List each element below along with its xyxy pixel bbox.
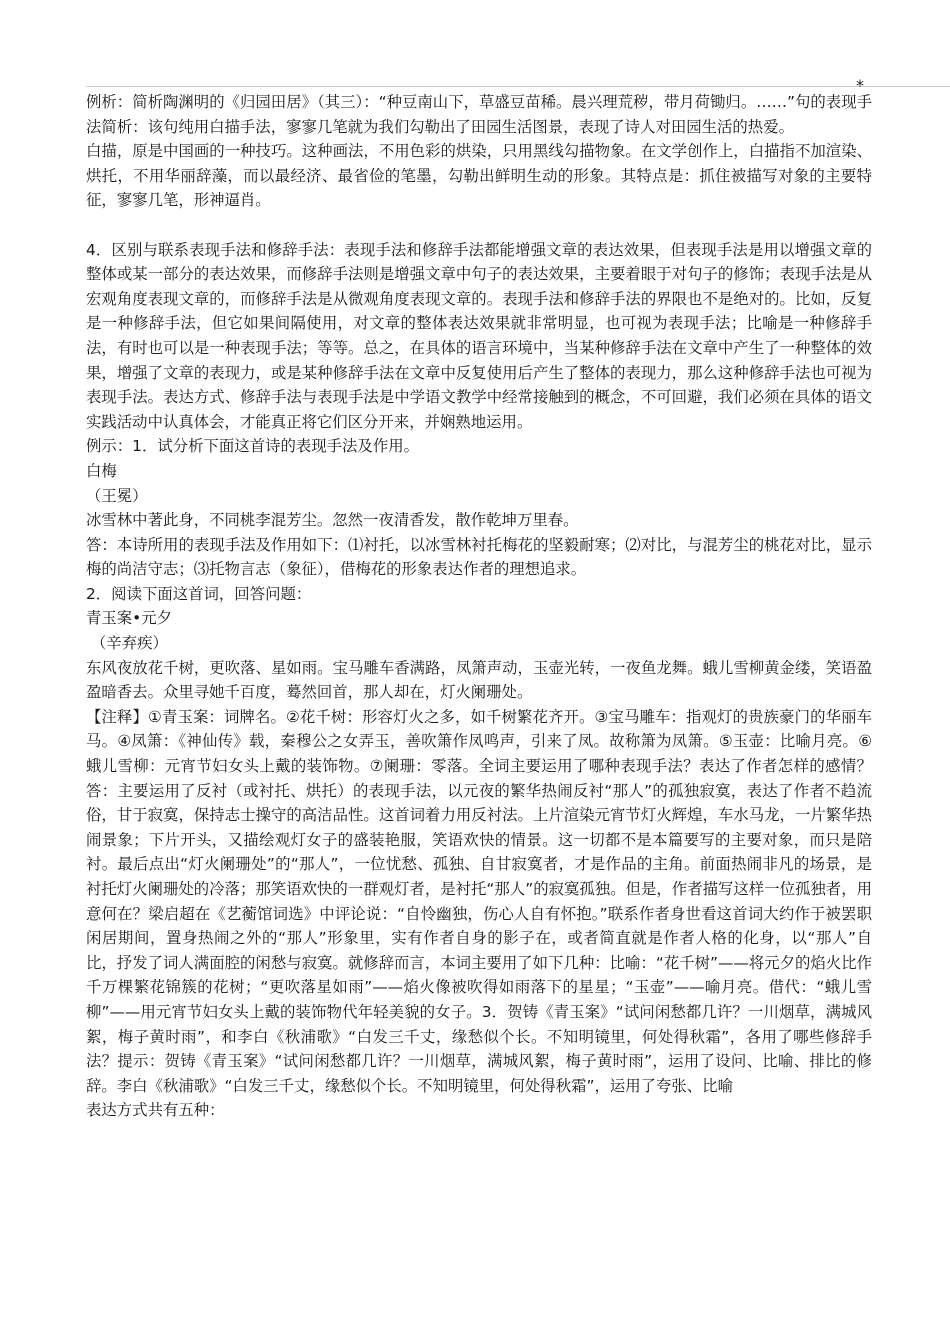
expression-modes-heading: 表达方式共有五种： — [86, 1101, 225, 1120]
poem-title-qingyuan: 青玉案•元夕 — [86, 609, 173, 628]
annotation-and-analysis-paragraph: 【注释】①青玉案：词牌名。②花千树：形容灯火之多，如千树繁花齐开。③宝马雕车：指观灯的贵族豪门的华丽车马。④凤箫：《神仙传》载，秦穆公之女弄玉，善吹箫作凤鸣声，引来了凤。故称箫为凤箫。⑤玉壶：比喻月亮。⑥蛾儿雪柳：元宵节妇女头上戴的装饰物。⑦阑珊：零落。全词主要运用了哪种表现手法？表达了作者怎样的感情？答：主要运用了反衬（或衬托、烘托）的表现手法，以元夜的繁华热闹反衬“那人”的孤独寂寞，表达了作者不趋流俗，甘于寂寞，保持志士操守的高洁品性。这首词着力用反衬法。上片渲染元宵节灯火辉煌，车水马龙，一片繁华热闹景象；下片开头，又描绘观灯女子的盛装艳服，笑语欢快的情景。这一切都不是本篇要写的主要对象，而只是陪衬。最后点出“灯火阑珊处”的“那人”，一位忧愁、孤独、自甘寂寞者，才是作品的主角。前面热闹非凡的场景，是衬托灯火阑珊处的冷落；那笑语欢快的一群观灯者，是衬托“那人”的寂寞孤独。但是，作者描写这样一位孤独者，用意何在？梁启超在《艺蘅馆词选》中评论说：“自怜幽独，伤心人自有怀抱。”联系作者身世看这首词大约作于被罢职闲居期间，置身热闹之外的“那人”形象里，实有作者自身的影子在，或者简直就是作者人格的化身，以“那人”自比，抒发了词人满面腔的闲愁与寂寞。就修辞而言，本词主要用了如下几种：比喻：“花千树”——将元夕的焰火比作千万棵繁花锦簇的花树；“更吹落星如雨”——焰火像被吹得如雨落下的星星；“玉壶”——喻月亮。借代：“蛾儿雪柳”——用元宵节妇女头上戴的装饰物代年轻美貌的女子。3．贺铸《青玉案》“试问闲愁都几许？一川烟草，满城风絮，梅子黄时雨”，和李白《秋浦歌》“白发三千丈，缘愁似个长。不知明镜里，何处得秋霜”，各用了哪些修辞手法？提示：贺铸《青玉案》“试问闲愁都几许？一川烟草，满城风絮，梅子黄时雨”，运用了设问、比喻、排比的修辞。李白《秋浦歌》“白发三千丈，缘愁似个长。不知明镜里，何处得秋霜”，运用了夸张、比喻 — [86, 707, 872, 1095]
poem-text-qingyuan: 东风夜放花千树，更吹落、星如雨。宝马雕车香满路，凤箫声动，玉壶光转，一夜鱼龙舞。蛾儿雪柳黄金缕，笑语盈盈暗香去。众里寻她千百度，蓦然回首，那人却在，灯火阑珊处。 — [86, 658, 872, 702]
example-analysis-paragraph: 例析：简析陶渊明的《归园田居》（其三）：“种豆南山下，草盛豆苗稀。晨兴理荒秽，带月荷锄归。……”句的表现手法简析：该句纯用白描手法，寥寥几笔就为我们勾勒出了田园生活图景，表现了诗人对田园生活的热爱。 — [86, 93, 872, 136]
example-1-heading: 例示：1．试分析下面这首诗的表现手法及作用。 — [86, 437, 419, 456]
poem-title-baimei: 白梅 — [86, 461, 117, 480]
baimiao-definition-paragraph: 白描，原是中国画的一种技巧。这种画法，不用色彩的烘染，只用黑线勾描物象。在文学创作上，白描指不加渲染、烘托，不用华丽辞藻，而以最经济、最省俭的笔墨，勾勒出鲜明生动的形象。其特点是：抓住被描写对象的主要特征，寥寥几笔，形神逼肖。 — [86, 142, 872, 210]
section-4-paragraph: 4．区别与联系表现手法和修辞手法：表现手法和修辞手法都能增强文章的表达效果，但表现手法是用以增强文章的整体或某一部分的表达效果，而修辞手法则是增强文章中句子的表达效果，主要着眼于对句子的修饰；表现手法是从宏观角度表现文章的，而修辞手法是从微观角度表现文章的。表现手法和修辞手法的界限也不是绝对的。比如，反复是一种修辞手法，但它如果间隔使用，对文章的整体表达效果就非常明显，也可视为表现手法；比喻是一种修辞手法，有时也可以是一种表现手法；等等。总之，在具体的语言环境中，当某种修辞手法在文章中产生了一种整体的效果，增强了文章的表现力，或是某种修辞手法在文章中反复使用后产生了整体的表现力，那么这种修辞手法也可视为表现手法。表达方式、修辞手法与表现手法是中学语文教学中经常接触到的概念，不可回避，我们必须在具体的语文实践活动中认真体会，才能真正将它们区分开来，并娴熟地运用。 — [86, 240, 872, 431]
header-rule — [86, 86, 950, 87]
poem-text-baimei: 冰雪林中著此身，不同桃李混芳尘。忽然一夜清香发，散作乾坤万里春。 — [86, 511, 579, 530]
paragraph-gap — [86, 213, 872, 238]
example-2-heading: 2．阅读下面这首词，回答问题： — [86, 584, 312, 603]
answer-1-paragraph: 答：本诗所用的表现手法及作用如下：⑴衬托，以冰雪林衬托梅花的坚毅耐寒；⑵对比，与混芳尘的桃花对比，显示梅的尚洁守志；⑶托物言志（象征），借梅花的形象表达作者的理想追求。 — [86, 535, 872, 579]
poem-author-wangmian: （王冕） — [86, 486, 148, 505]
poem-author-xinqiji: （辛弃疾） — [86, 634, 168, 653]
document-body — [86, 90, 872, 1123]
header-mark: * — [856, 76, 864, 95]
